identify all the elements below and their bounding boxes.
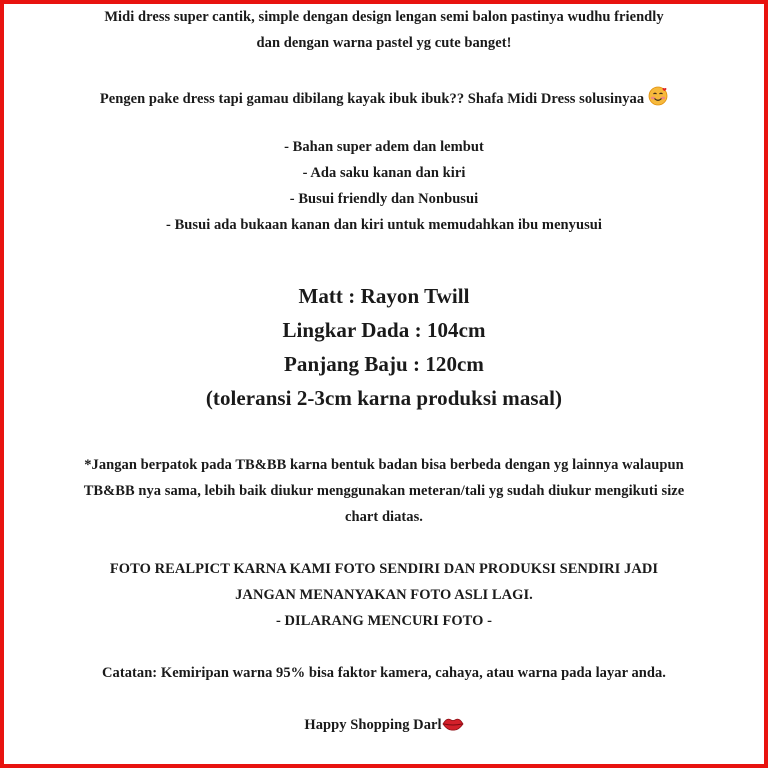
warning-line-3: - DILARANG MENCURI FOTO - [275,613,493,629]
spec-chest: Lingkar Dada : 104cm [282,318,486,342]
note-line-3: chart diatas. [345,509,423,525]
description-line-3-text: Pengen pake dress tapi gamau dibilang kayak ibuk ibuk?? Shafa Midi Dress solusinyaa [99,91,645,107]
lips-icon [442,716,464,737]
product-description [4,4,764,764]
note-line-2: TB&BB nya sama, lebih baik diukur menggunakan meteran/tali yg sudah diukur mengikuti size [83,483,685,499]
closing-text: Happy Shopping Darl [304,717,442,733]
feature-item-3: - Busui friendly dan Nonbusui [289,191,479,207]
spec-length: Panjang Baju : 120cm [284,352,484,376]
spec-material: Matt : Rayon Twill [298,284,470,308]
description-line-2: dan dengan warna pastel yg cute banget! [256,35,512,51]
note-line-1: *Jangan berpatok pada TB&BB karna bentuk badan bisa berbeda dengan yg lainnya walaupun [84,457,684,473]
spec-tolerance: (toleransi 2-3cm karna produksi masal) [205,386,563,410]
warning-line-1: FOTO REALPICT KARNA KAMI FOTO SENDIRI DAN PRODUKSI SENDIRI JADI [109,561,659,577]
feature-item-2: - Ada saku kanan dan kiri [302,165,466,181]
feature-item-4: - Busui ada bukaan kanan dan kiri untuk memudahkan ibu menyusui [166,217,602,233]
feature-item-1: - Bahan super adem dan lembut [284,139,484,155]
description-line-1: Midi dress super cantik, simple dengan design lengan semi balon pastinya wudhu friendly [104,9,664,25]
warning-line-2: JANGAN MENANYAKAN FOTO ASLI LAGI. [235,587,533,603]
closing-line [4,716,764,737]
catatan-note: Catatan: Kemiripan warna 95% bisa faktor kamera, cahaya, atau warna pada layar anda. [102,665,666,681]
description-line-3 [4,86,764,111]
smiling-face-with-hearts-icon [648,86,668,111]
